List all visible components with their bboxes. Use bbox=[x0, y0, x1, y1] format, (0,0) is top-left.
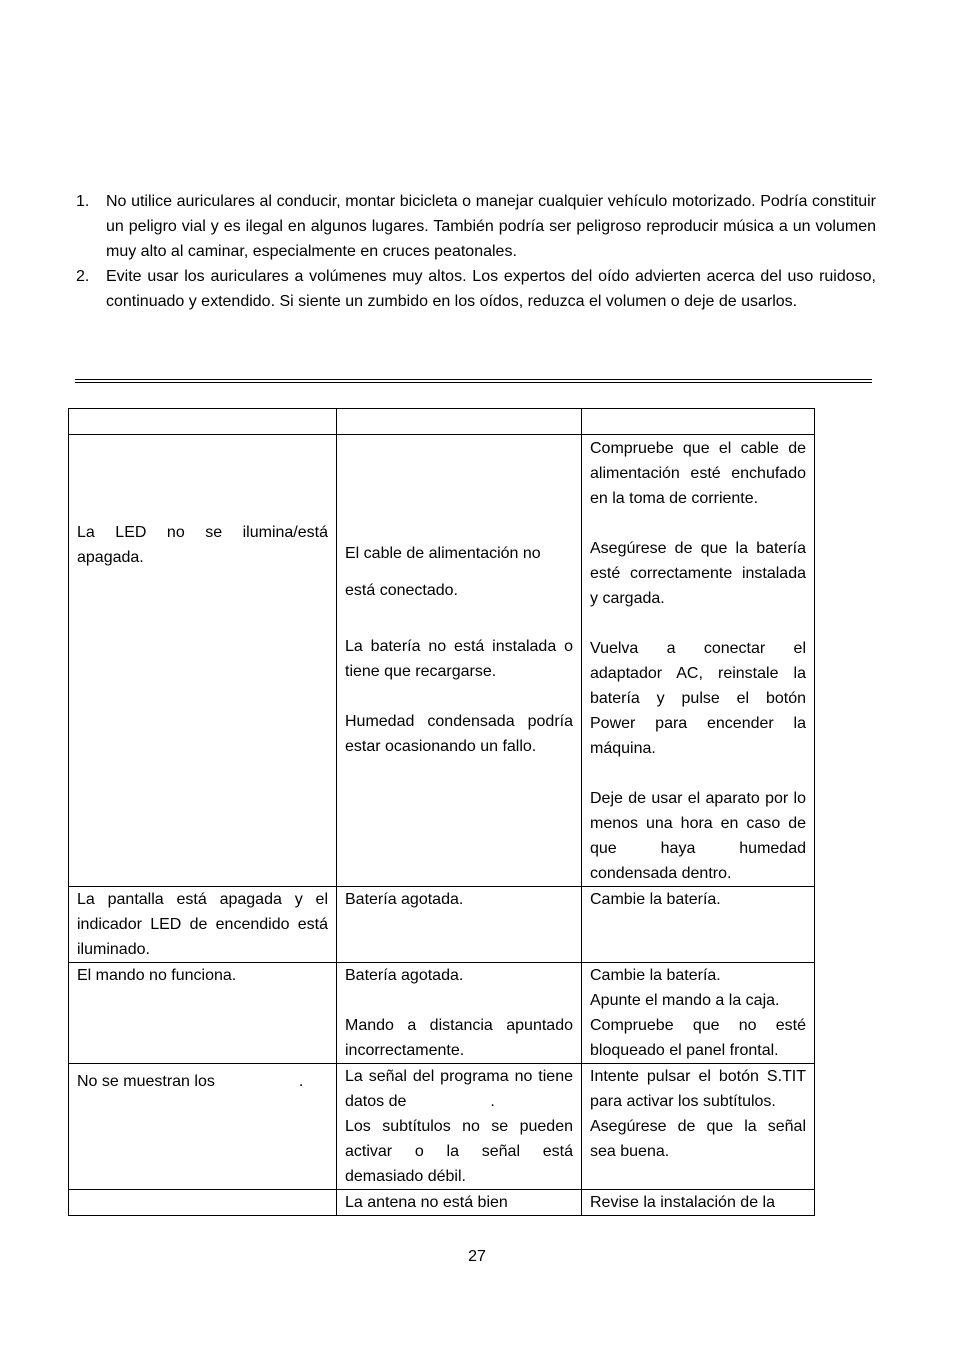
solution-text: Apunte el mando a la caja. bbox=[590, 992, 780, 1009]
table-header-row bbox=[69, 409, 815, 435]
section-divider-top bbox=[75, 379, 872, 380]
cause-text: Batería agotada. bbox=[345, 967, 464, 984]
list-item-number: 1. bbox=[76, 193, 90, 210]
list-item bbox=[76, 264, 876, 314]
solution-text: Asegúrese de que la señal sea buena. bbox=[590, 1118, 806, 1160]
troubleshooting-table bbox=[68, 408, 815, 1216]
list-item-text: No utilice auriculares al conducir, montar bicicleta o manejar cualquier vehículo motorizado. Podría constituir un peligro vial y es ilegal en algunos lugares. También podría ser peligroso reproducir música a un volumen muy alto al caminar, especialmente en cruces peatonales. bbox=[106, 193, 876, 260]
problem-cell bbox=[69, 1064, 337, 1190]
solution-text: Deje de usar el aparato por lo menos una hora en caso de que haya humedad condensada dentro. bbox=[590, 790, 806, 882]
problem-cell: La pantalla está apagada y el indicador LED de encendido está iluminado. bbox=[69, 887, 337, 963]
list-item-number: 2. bbox=[76, 268, 90, 285]
cause-text: Humedad condensada podría estar ocasionando un fallo. bbox=[345, 713, 573, 755]
problem-cell: El mando no funciona. bbox=[69, 963, 337, 1064]
cause-text: Mando a distancia apuntado incorrectamente. bbox=[345, 1017, 573, 1059]
solution-cell bbox=[582, 435, 815, 887]
solution-text: Compruebe que el cable de alimentación esté enchufado en la toma de corriente. bbox=[590, 440, 806, 507]
list-item-text: Evite usar los auriculares a volúmenes muy altos. Los expertos del oído advierten acerca del uso ruidoso, continuado y extendido. Si siente un zumbido en los oídos, reduzca el volumen o deje de usarlos. bbox=[106, 268, 876, 310]
solution-cell: Cambie la batería. bbox=[582, 887, 815, 963]
cause-cell: Batería agotada. bbox=[337, 887, 582, 963]
solution-text: Asegúrese de que la batería esté correctamente instalada y cargada. bbox=[590, 540, 806, 607]
cause-text: Los subtítulos no se pueden activar o la señal está demasiado débil. bbox=[345, 1118, 573, 1185]
solution-text: Intente pulsar el botón S.TIT para activar los subtítulos. bbox=[590, 1068, 806, 1110]
header-cell-problem bbox=[69, 409, 337, 435]
solution-text: Vuelva a conectar el adaptador AC, reinstale la batería y pulse el botón Power para encender la máquina. bbox=[590, 640, 806, 757]
cause-cell bbox=[337, 1064, 582, 1190]
table-row bbox=[69, 887, 815, 963]
cause-cell bbox=[337, 963, 582, 1064]
solution-cell bbox=[582, 963, 815, 1064]
header-cell-cause bbox=[337, 409, 582, 435]
section-divider-bottom bbox=[75, 382, 872, 383]
problem-cell bbox=[69, 1190, 337, 1216]
table-row bbox=[69, 1190, 815, 1216]
cause-text: El cable de alimentación no bbox=[345, 545, 541, 562]
problem-text-end: . bbox=[298, 1073, 304, 1090]
safety-warnings-list bbox=[76, 189, 876, 314]
solution-cell bbox=[582, 1064, 815, 1190]
cause-cell bbox=[337, 435, 582, 887]
solution-text: Cambie la batería. bbox=[590, 967, 721, 984]
cause-cell: La antena no está bien bbox=[337, 1190, 582, 1216]
cause-text: está conectado. bbox=[345, 582, 458, 599]
solution-cell: Revise la instalación de la bbox=[582, 1190, 815, 1216]
problem-text: La LED no se ilumina/está apagada. bbox=[77, 524, 328, 566]
table-row bbox=[69, 435, 815, 887]
cause-text: La señal del programa no tiene datos de bbox=[345, 1068, 573, 1110]
list-item bbox=[76, 189, 876, 264]
cause-text: La batería no está instalada o tiene que recargarse. bbox=[345, 638, 573, 680]
table-row bbox=[69, 963, 815, 1064]
header-cell-solution bbox=[582, 409, 815, 435]
cause-text-end: . bbox=[490, 1093, 495, 1110]
table-row bbox=[69, 1064, 815, 1190]
problem-text: No se muestran los bbox=[77, 1073, 215, 1090]
page-number: 27 bbox=[468, 1248, 486, 1265]
problem-cell bbox=[69, 435, 337, 887]
solution-text: Compruebe que no esté bloqueado el panel frontal. bbox=[590, 1017, 806, 1059]
